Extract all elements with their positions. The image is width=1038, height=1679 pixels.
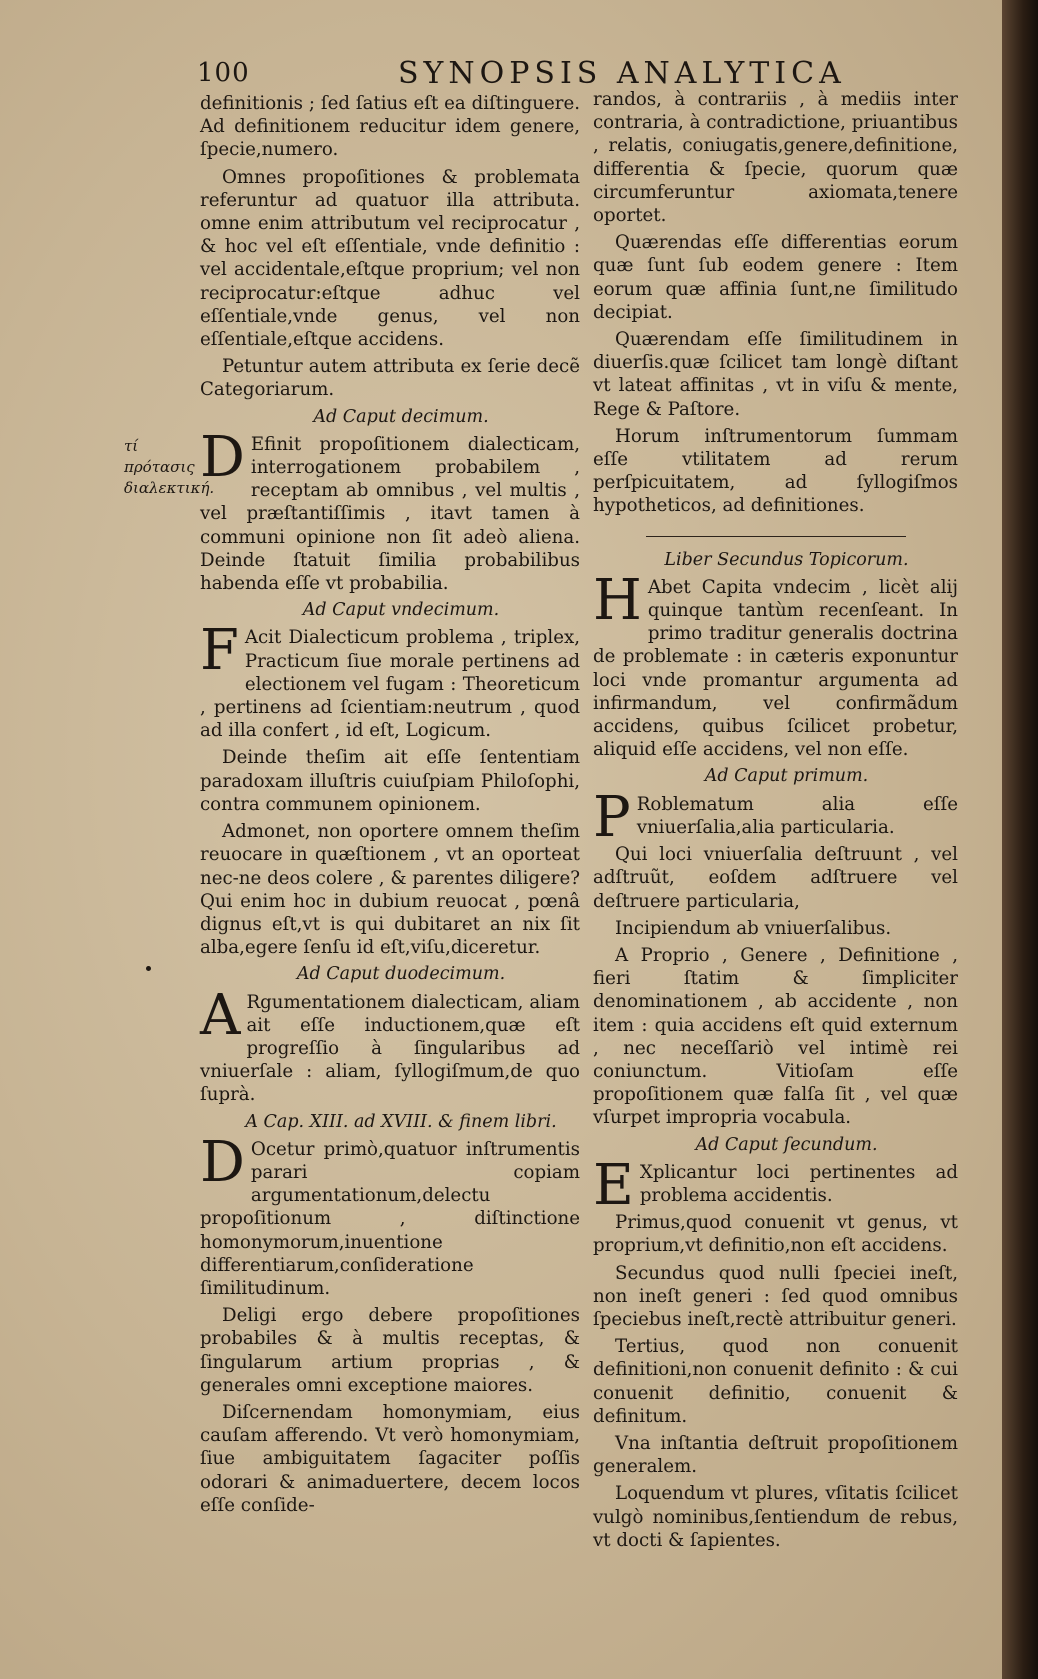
drop-cap: F xyxy=(200,618,239,684)
section-heading: Ad Caput vndecimum. xyxy=(302,600,500,621)
drop-cap-paragraph xyxy=(200,424,580,595)
paragraph-text: Roblematum alia eſſe vniuerſalia,alia particularia. xyxy=(636,793,958,838)
section-heading: Ad Caput ſecundum. xyxy=(695,1134,878,1155)
ink-dot xyxy=(146,966,151,971)
drop-cap-paragraph xyxy=(200,618,580,742)
paragraph-text: Efinit propoſitionem dialecticam, interrogationem probabilem , receptam ab omnibus , vel multis , vel præſtantiſſimis , itavt tamen à communi opinione non ſit adeò aliena. Deinde ſtatuit ſimilia probabilibus habenda eſſe vt probabilia. xyxy=(200,433,580,595)
paragraph: definitionis ; ſed ſatius eſt ea diſtinguere. Ad definitionem reducitur idem genere, ſpecie,numero. xyxy=(200,93,580,161)
page-number: 100 xyxy=(197,58,250,88)
section-heading: Ad Caput primum. xyxy=(704,766,869,787)
paragraph-text: Ocetur primò,quatuor inſtrumentis parari copiam argumentationum,delectu propoſitionum , diſtinctione homonymorum,inuentione differentiarum,conſideratione ſimilitudinum. xyxy=(200,1138,580,1299)
drop-cap: P xyxy=(593,784,631,850)
drop-cap-paragraph xyxy=(200,1129,580,1300)
margin-note: τί πρότασις διαλεκτική. xyxy=(124,437,215,497)
paragraph: randos, à contrariis , à mediis inter contraria, à contradictione, priuantibus , relatis, coniugatis,genere,definitione, differentia & ſpecie, quorum quæ circumferuntur axiomata,tenere oportet. xyxy=(593,89,958,227)
paragraph: Secundus quod nulli ſpeciei ineſt, non ineſt generi : ſed quod omnibus ſpeciebus ineſt,rectè attribuitur generi. xyxy=(593,1262,958,1330)
drop-cap: D xyxy=(200,1129,245,1195)
right-column xyxy=(593,88,958,1556)
paragraph: Deinde theſim ait eſſe ſententiam paradoxam illuſtris cuiuſpiam Philoſophi, contra communem opinionem. xyxy=(200,747,580,815)
divider-rule xyxy=(646,536,906,537)
drop-cap: H xyxy=(593,567,642,633)
section-heading: A Cap. XIII. ad XVIII. & finem libri. xyxy=(245,1111,557,1132)
paragraph: Tertius, quod non conuenit definitioni,non conuenit definito : & cui conuenit definitio, conuenit & definitum. xyxy=(593,1336,958,1427)
paragraph-text: Xplicantur loci pertinentes ad problema accidentis. xyxy=(639,1161,958,1206)
drop-cap-paragraph xyxy=(593,784,958,850)
book-heading: Liber Secundus Topicorum. xyxy=(664,549,909,570)
paragraph-text: Rgumentationem dialecticam, aliam ait eſſe inductionem,quæ eſt progreſſio à ſingularibus ad vniuerſale : aliam, ſyllogiſmum,de quo ſuprà. xyxy=(200,991,580,1106)
drop-cap: E xyxy=(593,1152,634,1218)
section-heading: Ad Caput decimum. xyxy=(313,406,489,427)
drop-cap-paragraph xyxy=(200,982,580,1107)
paragraph-text: Acit Dialecticum problema , triplex, Practicum ſiue morale pertinens ad electionem vel fugam : Theoreticum , pertinens ad ſcientiam:neutrum , quod ad illa confert , id eſt, Logicum. xyxy=(200,627,580,742)
paragraph: Vna inſtantia deſtruit propoſitionem generalem. xyxy=(593,1432,958,1478)
paragraph: Primus,quod conuenit vt genus, vt proprium,vt definitio,non eſt accidens. xyxy=(593,1212,958,1257)
book-spine-shadow xyxy=(1002,0,1038,1679)
drop-cap: D xyxy=(200,424,245,490)
paragraph: Petuntur autem attributa ex ſerie decẽ Categoriarum. xyxy=(200,356,580,401)
paragraph: Horum inſtrumentorum ſummam eſſe vtilitatem ad rerum perſpicuitatem, ad ſyllogiſmos hypotheticos, ad definitiones. xyxy=(593,425,958,517)
paragraph: Quærendas eſſe differentias eorum quæ ſunt ſub eodem genere : Item eorum quæ affinia ſunt,ne ſimilitudo decipiat. xyxy=(593,232,958,323)
paragraph: Deligi ergo debere propoſitiones probabiles & à multis receptas, & ſingularum artium proprias , & generales omni exceptione maiores. xyxy=(200,1305,580,1396)
drop-cap-paragraph xyxy=(593,567,958,762)
left-column xyxy=(200,92,580,1521)
paragraph-text: Abet Capita vndecim , licèt alij quinque tantùm recenſeant. In primo traditur generalis doctrina de problemate : in cæteris exponuntur loci vnde promantur argumenta ad infirmandum, vel confirmãdum accidens, quibus ſcilicet probetur, aliquid eſſe accidens, vel non eſſe. xyxy=(593,576,958,761)
running-title: SYNOPSIS ANALYTICA xyxy=(398,56,846,91)
paragraph: Qui loci vniuerſalia deſtruunt , vel adſtruũt, eoſdem adſtruere vel deſtruere particularia, xyxy=(593,844,958,912)
drop-cap-paragraph xyxy=(593,1152,958,1218)
paragraph: Admonet, non oportere omnem theſim reuocare in quæſtionem , vt an oporteat nec-ne deos colere , & parentes diligere? Qui enim hoc in dubium reuocat , pœnâ dignus eſt,vt is qui dubitaret an nix ſit alba,egere ſenſu id eſt,viſu,diceretur. xyxy=(200,821,580,959)
paragraph: Omnes propoſitiones & problemata referuntur ad quatuor illa attributa. omne enim attributum vel reciprocatur , & hoc vel eſt eſſentiale, vnde definitio : vel accidentale,eſtque proprium; vel non reciprocatur:eſtque adhuc vel eſſentiale,vnde genus, vel non eſſentiale,eſtque accidens. xyxy=(200,166,580,351)
section-heading: Ad Caput duodecimum. xyxy=(296,964,506,985)
paragraph: Loquendum vt plures, vſitatis ſcilicet vulgò nominibus,ſentiendum de rebus, vt docti & ſapientes. xyxy=(593,1483,958,1551)
paragraph: A Proprio , Genere , Definitione , fieri ſtatim & ſimpliciter denominationem , ab accidente , non item : quia accidens eſt quid externum , nec neceſſariò vel intimè rei coniunctum. Vitioſam eſſe propoſitionem quæ falſa ſit , vel quæ vſurpet impropria vocabula. xyxy=(593,944,958,1129)
drop-cap: A xyxy=(200,982,241,1048)
paragraph: Quærendam eſſe ſimilitudinem in diuerſis.quæ ſcilicet tam longè diſtant vt lateat affinitas , vt in viſu & mente, Rege & Paſtore. xyxy=(593,329,958,420)
paragraph: Incipiendum ab vniuerſalibus. xyxy=(615,917,892,939)
paragraph: Diſcernendam homonymiam, eius cauſam afferendo. Vt verò homonymiam, ſiue ambiguitatem ſagaciter poſſis odorari & animaduertere, decem locos eſſe conſide- xyxy=(200,1401,580,1516)
